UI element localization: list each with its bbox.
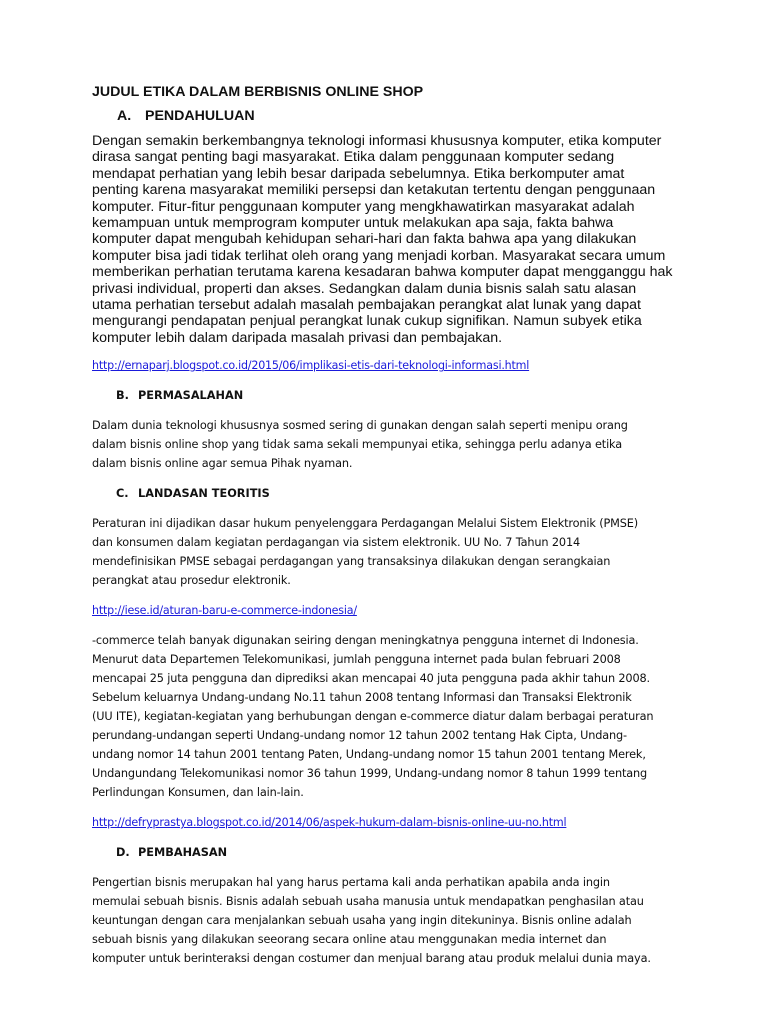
paragraph-line: penting karena masyarakat memiliki persepsi dan ketakutan tertentu dengan penggunaan bbox=[92, 182, 656, 199]
section-a-paragraph bbox=[92, 133, 684, 346]
paragraph-line: kemampuan untuk memprogram komputer untuk melakukan apa saja, fakta bahwa bbox=[92, 215, 614, 232]
paragraph-line: Pengertian bisnis merupakan hal yang harus pertama kali anda perhatikan apabila anda ingin bbox=[92, 876, 610, 890]
paragraph-line: Peraturan ini dijadikan dasar hukum penyelenggara Perdagangan Melalui Sistem Elektronik (PMSE) bbox=[92, 517, 639, 531]
paragraph-line: keuntungan dengan cara menjalankan sebuah usaha yang ingin ditekuninya. Bisnis online adalah bbox=[92, 914, 632, 928]
paragraph-line: Undangundang Telekomunikasi nomor 36 tahun 1999, Undang-undang nomor 8 tahun 1999 tentang bbox=[92, 767, 648, 781]
section-c-number: C. bbox=[116, 487, 129, 501]
paragraph-line: mengurangi pendapatan penjual perangkat lunak cukup signifikan. Namun subyek etika bbox=[92, 313, 642, 330]
paragraph-line: komputer dapat mengubah kehidupan sehari-hari dan fakta bahwa apa yang dilakukan bbox=[92, 231, 637, 248]
section-a-title: PENDAHULUAN bbox=[145, 108, 255, 124]
reference-link-defryprastya[interactable]: http://defryprastya.blogspot.co.id/2014/06/aspek-hukum-dalam-bisnis-online-uu-no.html bbox=[92, 816, 567, 830]
section-c-paragraph-1 bbox=[92, 514, 684, 590]
reference-link-iese[interactable]: http://iese.id/aturan-baru-e-commerce-indonesia/ bbox=[92, 604, 357, 618]
section-a-heading bbox=[92, 108, 684, 124]
section-b-number: B. bbox=[116, 389, 129, 403]
paragraph-line: undang nomor 14 tahun 2001 tentang Paten, Undang-undang nomor 15 tahun 2001 tentang Merek, bbox=[92, 748, 646, 762]
paragraph-line: memberikan perhatian terutama karena kesadaran bahwa komputer dapat mengganggu hak bbox=[92, 264, 673, 281]
paragraph-line: sebuah bisnis yang dilakukan seeorang secara online atau menggunakan media internet dan bbox=[92, 933, 607, 947]
paragraph-line: -commerce telah banyak digunakan seiring dengan meningkatnya pengguna internet di Indonesia. bbox=[92, 634, 639, 648]
paragraph-line: (UU ITE), kegiatan-kegiatan yang berhubungan dengan e-commerce diatur dalam berbagai peraturan bbox=[92, 710, 654, 724]
paragraph-line: perundang-undangan seperti Undang-undang nomor 12 tahun 2002 tentang Hak Cipta, Undang- bbox=[92, 729, 627, 743]
paragraph-line: mendapat perhatian yang lebih besar daripada sebelumnya. Etika berkomputer amat bbox=[92, 165, 625, 182]
section-a-number: A. bbox=[117, 108, 132, 124]
document-page bbox=[92, 84, 684, 979]
paragraph-line: komputer untuk berinteraksi dengan costumer dan menjual barang atau produk melalui dunia maya. bbox=[92, 952, 651, 966]
paragraph-line: dan konsumen dalam kegiatan perdagangan via sistem elektronik. UU No. 7 Tahun 2014 bbox=[92, 536, 581, 550]
section-d-title: PEMBAHASAN bbox=[138, 846, 228, 860]
section-c-paragraph-2 bbox=[92, 631, 684, 802]
paragraph-line: privasi individual, properti dan akses. Sedangkan dalam dunia bisnis salah satu alasan bbox=[92, 280, 637, 297]
document-title: JUDUL ETIKA DALAM BERBISNIS ONLINE SHOP bbox=[92, 84, 424, 100]
section-b-title: PERMASALAHAN bbox=[138, 389, 244, 403]
paragraph-line: mencapai 25 juta pengguna dan diprediksi akan mencapai 40 juta pengguna pada akhir tahun 2008. bbox=[92, 672, 650, 686]
paragraph-line: Dengan semakin berkembangnya teknologi informasi khususnya komputer, etika komputer bbox=[92, 133, 662, 149]
paragraph-line: Perlindungan Konsumen, dan lain-lain. bbox=[92, 786, 304, 800]
paragraph-line: Sebelum keluarnya Undang-undang No.11 tahun 2008 tentang Informasi dan Transaksi Elektronik bbox=[92, 691, 632, 705]
paragraph-line: Dalam dunia teknologi khususnya sosmed sering di gunakan dengan salah seperti menipu orang bbox=[92, 419, 628, 433]
paragraph-line: memulai sebuah bisnis. Bisnis adalah sebuah usaha manusia untuk mendapatkan penghasilan atau bbox=[92, 895, 644, 909]
section-d-heading bbox=[92, 843, 684, 862]
paragraph-line: dirasa sangat penting bagi masyarakat. Etika dalam penggunaan komputer sedang bbox=[92, 149, 615, 166]
paragraph-line: utama perhatian tersebut adalah masalah pembajakan perangkat alat lunak yang dapat bbox=[92, 297, 641, 314]
section-d-paragraph bbox=[92, 873, 684, 968]
section-d-number: D. bbox=[116, 846, 130, 860]
section-b-paragraph bbox=[92, 416, 684, 473]
reference-link-ernaparj[interactable]: http://ernaparj.blogspot.co.id/2015/06/implikasi-etis-dari-teknologi-informasi.html bbox=[92, 359, 530, 373]
paragraph-line: perangkat atau prosedur elektronik. bbox=[92, 574, 291, 588]
paragraph-line: dalam bisnis online shop yang tidak sama sekali mempunyai etika, sehingga perlu adanya etika bbox=[92, 438, 623, 452]
paragraph-line: komputer lebih dalam daripada masalah privasi dan pembajakan. bbox=[92, 329, 503, 346]
section-c-heading bbox=[92, 484, 684, 503]
paragraph-line: Menurut data Departemen Telekomunikasi, jumlah pengguna internet pada bulan februari 2008 bbox=[92, 653, 621, 667]
paragraph-line: komputer. Fitur-fitur penggunaan komputer yang mengkhawatirkan masyarakat adalah bbox=[92, 198, 635, 215]
paragraph-line: dalam bisnis online agar semua Pihak nyaman. bbox=[92, 457, 353, 471]
section-b-heading bbox=[92, 386, 684, 405]
paragraph-line: mendefinisikan PMSE sebagai perdagangan yang transaksinya dilakukan dengan serangkaian bbox=[92, 555, 611, 569]
paragraph-line: komputer bisa jadi tidak terlihat oleh orang yang menjadi korban. Masyarakat secara umum bbox=[92, 247, 666, 264]
section-c-title: LANDASAN TEORITIS bbox=[138, 487, 270, 501]
